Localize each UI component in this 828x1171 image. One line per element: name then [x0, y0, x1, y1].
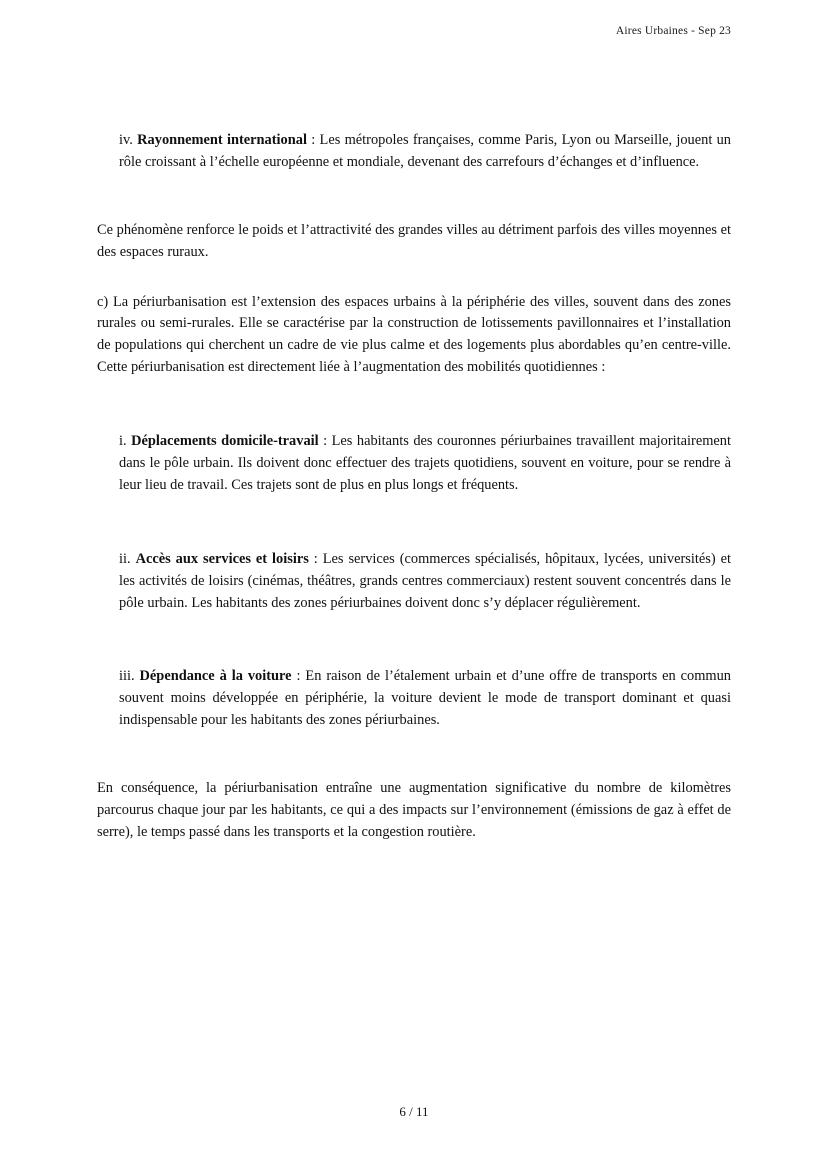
list-item-iv: [119, 130, 731, 174]
page-footer: [0, 1104, 828, 1120]
term-acces-aux-services-et-loisirs: Accès aux services et loisirs: [135, 550, 309, 567]
list-marker-ii: ii.: [119, 550, 131, 567]
list-item-i-text: : Les habitants des couronnes périurbaines travaillent majoritairement dans le pôle urbain. Ils doivent donc effectuer des trajets quotidiens, souvent en voiture, pour se rendre à leur lieu de travail. Ces trajets sont de plus en plus longs et fréquents.: [119, 433, 731, 493]
list-item-i: [119, 431, 731, 497]
page-number: 6 / 11: [399, 1104, 429, 1119]
list-item-ii-text: : Les services (commerces spécialisés, hôpitaux, lycées, universités) et les activités de loisirs (cinémas, théâtres, grands centres commerciaux) restent souvent concentrés dans le pôle urbain. Les habitants des zones périurbaines doivent donc s’y déplacer régulièrement.: [119, 550, 731, 611]
paragraph-phenomene: Ce phénomène renforce le poids et l’attractivité des grandes villes au détriment parfois des villes moyennes et des espaces ruraux.: [97, 221, 731, 260]
paragraph-consequence: En conséquence, la périurbanisation entraîne une augmentation significative du nombre de kilomètres parcourus chaque jour par les habitants, ce qui a des impacts sur l’environnement (émissions de gaz à effet de serre), le temps passé dans les transports et la congestion routière.: [97, 780, 731, 840]
list-marker-iii: iii.: [119, 668, 135, 685]
term-rayonnement-international: Rayonnement international: [137, 132, 307, 148]
list-marker-i: i.: [119, 433, 127, 450]
term-dependance-a-la-voiture: Dépendance à la voiture: [139, 668, 292, 685]
list-item-iii-text: : En raison de l’étalement urbain et d’une offre de transports en commun souvent moins développée en périphérie, la voiture devient le mode de transport dominant et quasi indispensable pour les habitants des zones périurbaines.: [119, 668, 731, 729]
paragraph-c-periurbanisation: c) La périurbanisation est l’extension des espaces urbains à la périphérie des villes, souvent dans des zones rurales ou semi-rurales. Elle se caractérise par la construction de lotissements pavillonnaires et l’installation de populations qui cherchent un cadre de vie plus calme et des logements plus abordables qu’en centre-ville. Cette périurbanisation est directement liée à l’augmentation des mobilités quotidiennes :: [97, 293, 731, 376]
document-body: [97, 130, 731, 844]
term-deplacements-domicile-travail: Déplacements domicile-travail: [131, 433, 319, 450]
list-item-iv-text: : Les métropoles françaises, comme Paris, Lyon ou Marseille, jouent un rôle croissant à l’échelle européenne et mondiale, devenant des carrefours d’échanges et d’influence.: [119, 132, 731, 170]
list-item-iii: [119, 666, 731, 732]
list-item-ii: [119, 549, 731, 615]
list-marker-iv: iv.: [119, 132, 133, 148]
page-header: Aires Urbaines - Sep 23: [615, 25, 731, 37]
